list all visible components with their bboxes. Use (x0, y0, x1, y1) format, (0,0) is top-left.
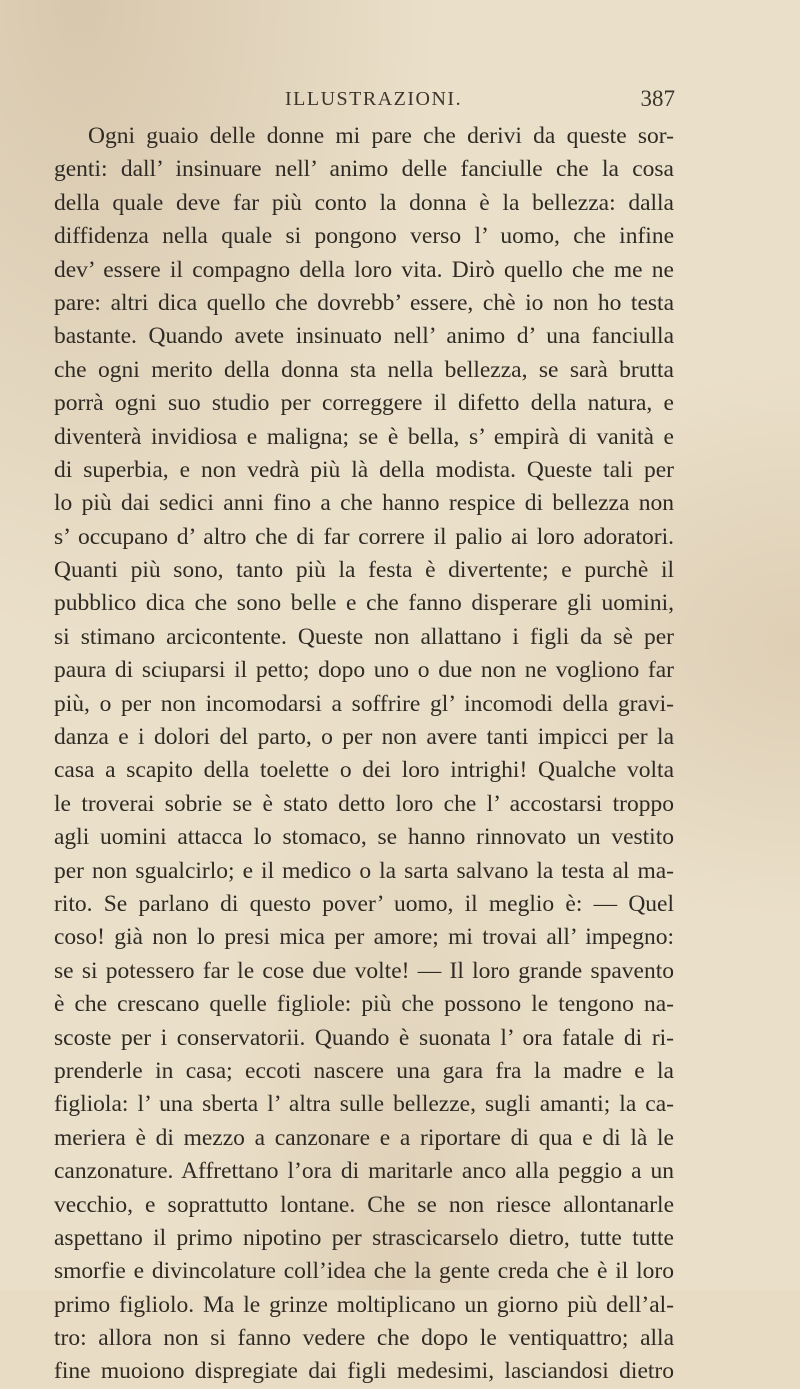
text-line: di superbia, e non vedrà più là della modista. Queste tali per (54, 456, 674, 483)
text-line: si stimano arcicontente. Queste non allattano i figli da sè per (54, 623, 674, 650)
text-line: per non sgualcirlo; e il medico o la sarta salvano la testa al ma- (54, 857, 674, 884)
text-line: pubblico dica che sono belle e che fanno disperare gli uomini, (54, 590, 674, 617)
text-line: pare: altri dica quello che dovrebb’ essere, chè io non ho testa (54, 289, 674, 316)
text-line: è che crescano quelle figliole: più che possono le tengono na- (54, 991, 674, 1018)
text-line: s’ occupano d’ altro che di far correre il palio ai loro adoratori. (54, 523, 674, 550)
body-text (54, 120, 674, 1389)
text-line: aspettano il primo nipotino per strascicarselo dietro, tutte tutte (54, 1224, 674, 1251)
text-line: Ogni guaio delle donne mi pare che derivi da queste sor- (88, 123, 674, 149)
text-line: diffidenza nella quale si pongono verso l’ uomo, che infine (54, 223, 674, 250)
text-line: coso! già non lo presi mica per amore; mi trovai all’ impegno: (54, 924, 674, 951)
text-line: rito. Se parlano di questo pover’ uomo, il meglio è: — Quel (54, 890, 674, 917)
text-line: fine muoiono dispregiate dai figli medesimi, lasciandosi dietro (54, 1358, 674, 1385)
text-line: se si potessero far le cose due volte! — Il loro grande spavento (54, 957, 674, 984)
text-line: agli uomini attacca lo stomaco, se hanno rinnovato un vestito (54, 824, 674, 851)
text-line: che ogni merito della donna sta nella bellezza, se sarà brutta (54, 356, 674, 383)
text-line: porrà ogni suo studio per correggere il difetto della natura, e (54, 390, 674, 417)
text-line: dev’ essere il compagno della loro vita. Dirò quello che me ne (54, 256, 674, 283)
running-title: ILLUSTRAZIONI. (285, 88, 463, 110)
text-line: scoste per i conservatorii. Quando è suonata l’ ora fatale di ri- (54, 1024, 674, 1051)
text-line: della quale deve far più conto la donna è la bellezza: dalla (54, 189, 674, 216)
text-line: le troverai sobrie se è stato detto loro che l’ accostarsi troppo (54, 790, 674, 817)
text-line: danza e i dolori del parto, o per non avere tanti impicci per la (54, 724, 674, 751)
text-line: canzonature. Affrettano l’ora di maritarle anco alla peggio a un (54, 1158, 674, 1185)
text-line: primo figliolo. Ma le grinze moltiplicano un giorno più dell’al- (54, 1291, 674, 1318)
text-line: più, o per non incomodarsi a soffrire gl’ incomodi della gravi- (54, 690, 674, 717)
text-line: casa a scapito della toelette o dei loro intrighi! Qualche volta (54, 757, 674, 784)
text-line: tro: allora non si fanno vedere che dopo le ventiquattro; alla (54, 1325, 674, 1352)
text-line: figliola: l’ una sberta l’ altra sulle bellezze, sugli amanti; la ca- (54, 1091, 674, 1118)
text-line: diventerà invidiosa e maligna; se è bella, s’ empirà di vanità e (54, 423, 674, 450)
text-line: smorfie e divincolature coll’idea che la gente creda che è il loro (54, 1258, 674, 1285)
text-line: bastante. Quando avete insinuato nell’ animo d’ una fanciulla (54, 323, 674, 350)
text-line: lo più dai sedici anni fino a che hanno respice di bellezza non (54, 490, 674, 517)
text-line: Quanti più sono, tanto più la festa è divertente; e purchè il (54, 557, 674, 584)
page-number: 387 (640, 86, 675, 111)
text-line: vecchio, e soprattutto lontane. Che se non riesce allontanarle (54, 1191, 674, 1218)
text-line: paura di sciuparsi il petto; dopo uno o due non ne vogliono far (54, 657, 674, 684)
text-line: genti: dall’ insinuare nell’ animo delle fanciulle che la cosa (54, 156, 674, 183)
text-line: prenderle in casa; eccoti nascere una gara fra la madre e la (54, 1057, 674, 1084)
running-head (60, 88, 675, 120)
text-line: meriera è di mezzo a canzonare e a riportare di qua e di là le (54, 1124, 674, 1151)
